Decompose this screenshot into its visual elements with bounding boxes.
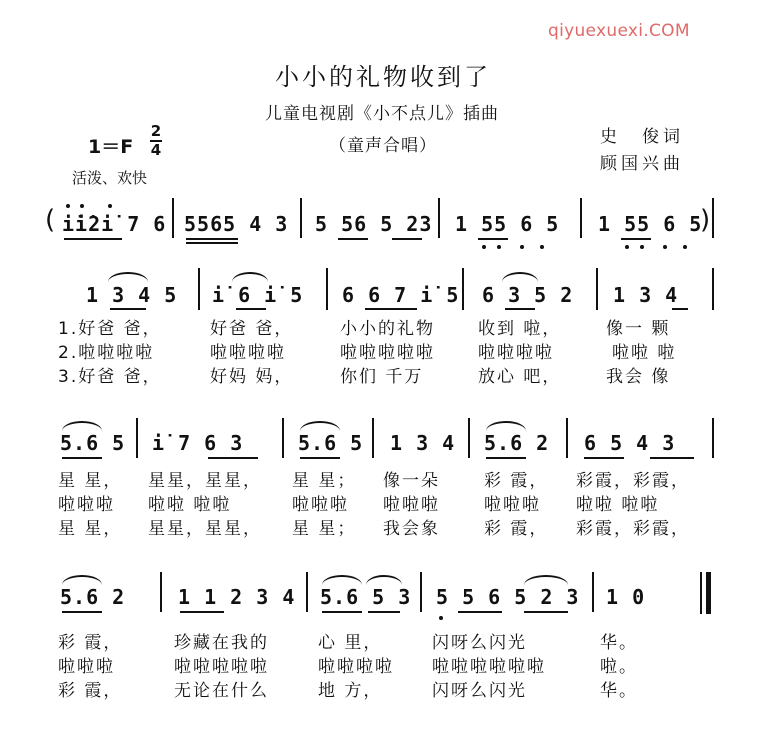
line1-verse2-m4: 啦啦啦啦 bbox=[478, 343, 554, 363]
line2-verse3-m6: 彩霞，彩霞， bbox=[576, 519, 690, 539]
line1-verse1-m2: 好爸 爸， bbox=[210, 319, 294, 339]
key-signature: 1＝F bbox=[88, 136, 134, 158]
line1-verse3-m2: 好妈 妈， bbox=[210, 367, 294, 387]
composer-credit: 顾国兴曲 bbox=[600, 154, 684, 174]
line1-measure-5: 1 3 4 bbox=[613, 283, 679, 307]
line3-measure-5: 1 0 bbox=[606, 585, 646, 609]
line1-verse3-m3: 你们 千万 bbox=[340, 367, 424, 387]
line3-verse3-m1: 彩 霞， bbox=[58, 681, 123, 701]
line2-verse2-m3: 啦啦啦 bbox=[292, 495, 349, 515]
line1-verse1-m3: 小小的礼物 bbox=[340, 319, 435, 339]
line3-measure-1: 5.6 2 bbox=[60, 585, 126, 609]
line2-verse3-m2: 星星，星星， bbox=[148, 519, 262, 539]
line3-verse1-m4: 闪呀么闪光 bbox=[432, 633, 527, 653]
line2-verse1-m3: 星 星； bbox=[292, 471, 357, 491]
line3-verse1-m3: 心 里， bbox=[318, 633, 383, 653]
performance-note: （童声合唱） bbox=[329, 136, 437, 156]
line3-measure-2: 1 1 2 3 4 bbox=[178, 585, 296, 609]
line2-verse3-m4: 我会象 bbox=[383, 519, 440, 539]
line2-verse1-m4: 像一朵 bbox=[383, 471, 440, 491]
line3-verse3-m4: 闪呀么闪光 bbox=[432, 681, 527, 701]
line2-verse3-m1: 星 星， bbox=[58, 519, 123, 539]
line1-verse2-m1: 2.啦啦啦啦 bbox=[58, 343, 155, 363]
line3-verse2-m1: 啦啦啦 bbox=[58, 657, 115, 677]
line1-verse1-m4: 收到 啦， bbox=[478, 319, 562, 339]
intro-measure-4: 1 55 6 5 bbox=[455, 212, 560, 236]
time-signature-bottom: 4 bbox=[150, 141, 162, 159]
intro-measure-3: 5 56 5 23 bbox=[315, 212, 433, 236]
line3-verse1-m2: 珍藏在我的 bbox=[174, 633, 269, 653]
time-signature-top: 2 bbox=[150, 122, 162, 140]
line2-verse1-m6: 彩霞，彩霞， bbox=[576, 471, 690, 491]
line2-measure-3: 5.6 5 bbox=[298, 431, 364, 455]
line2-measure-1: 5.6 5 bbox=[60, 431, 126, 455]
line1-verse3-m1: 3.好爸 爸， bbox=[58, 367, 162, 387]
line3-verse2-m4: 啦啦啦啦啦啦 bbox=[432, 657, 546, 677]
line3-verse3-m5: 华。 bbox=[600, 681, 638, 701]
lyricist-credit: 史 俊词 bbox=[600, 127, 684, 147]
line3-verse2-m3: 啦啦啦啦 bbox=[318, 657, 394, 677]
line2-verse3-m5: 彩 霞， bbox=[484, 519, 549, 539]
line2-verse2-m2: 啦啦 啦啦 bbox=[148, 495, 232, 515]
line2-verse1-m5: 彩 霞， bbox=[484, 471, 549, 491]
line1-verse1-m5: 像一 颗 bbox=[606, 319, 671, 339]
line2-measure-4: 1 3 4 bbox=[390, 431, 456, 455]
line1-verse2-m5: 啦啦 啦 bbox=[612, 343, 677, 363]
song-title: 小小的礼物收到了 bbox=[275, 63, 491, 91]
line1-measure-3: 6 6 7 i̇ 5 bbox=[342, 283, 460, 307]
line1-verse2-m2: 啦啦啦啦 bbox=[210, 343, 286, 363]
line1-measure-1: 1 3 4 5 bbox=[86, 283, 178, 307]
tempo-marking: 活泼、欢快 bbox=[72, 169, 148, 187]
line1-verse3-m4: 放心 吧， bbox=[478, 367, 562, 387]
line2-measure-2: i̇ 7 6 3 bbox=[152, 431, 244, 455]
line1-verse2-m3: 啦啦啦啦啦 bbox=[340, 343, 435, 363]
intro-measure-5: 1 55 6 5 bbox=[598, 212, 703, 236]
line3-verse3-m3: 地 方， bbox=[318, 681, 383, 701]
line2-verse2-m4: 啦啦啦 bbox=[383, 495, 440, 515]
line1-verse3-m5: 我会 像 bbox=[606, 367, 671, 387]
line2-verse3-m3: 星 星； bbox=[292, 519, 357, 539]
song-subtitle: 儿童电视剧《小不点儿》插曲 bbox=[265, 104, 499, 124]
intro-open-paren: ( bbox=[45, 205, 56, 235]
intro-close-paren: ) bbox=[700, 205, 711, 235]
time-signature bbox=[150, 124, 162, 158]
line2-verse2-m6: 啦啦 啦啦 bbox=[576, 495, 660, 515]
line3-verse1-m5: 华。 bbox=[600, 633, 638, 653]
line3-measure-3: 5.6 5 3 bbox=[320, 585, 412, 609]
line3-verse2-m5: 啦。 bbox=[600, 657, 638, 677]
line1-verse1-m1: 1.好爸 爸， bbox=[58, 319, 162, 339]
line1-measure-2: i̇ 6 i̇ 5 bbox=[212, 283, 304, 307]
intro-measure-1: i̇i̇2i̇ 7 6 bbox=[62, 212, 167, 236]
line2-verse1-m2: 星星，星星， bbox=[148, 471, 262, 491]
line2-measure-5: 5.6 2 bbox=[484, 431, 550, 455]
line2-verse2-m5: 啦啦啦 bbox=[484, 495, 541, 515]
line3-measure-4: 5 5 6 5 2 3 bbox=[436, 585, 580, 609]
line3-verse1-m1: 彩 霞， bbox=[58, 633, 123, 653]
intro-measure-2: 5565 4 3 bbox=[184, 212, 289, 236]
line3-verse3-m2: 无论在什么 bbox=[174, 681, 269, 701]
line2-measure-6: 6 5 4 3 bbox=[584, 431, 676, 455]
line2-verse2-m1: 啦啦啦 bbox=[58, 495, 115, 515]
watermark-text: qiyuexuexi.COM bbox=[548, 21, 690, 41]
line1-measure-4: 6 3 5 2 bbox=[482, 283, 574, 307]
line2-verse1-m1: 星 星， bbox=[58, 471, 123, 491]
line3-verse2-m2: 啦啦啦啦啦 bbox=[174, 657, 269, 677]
